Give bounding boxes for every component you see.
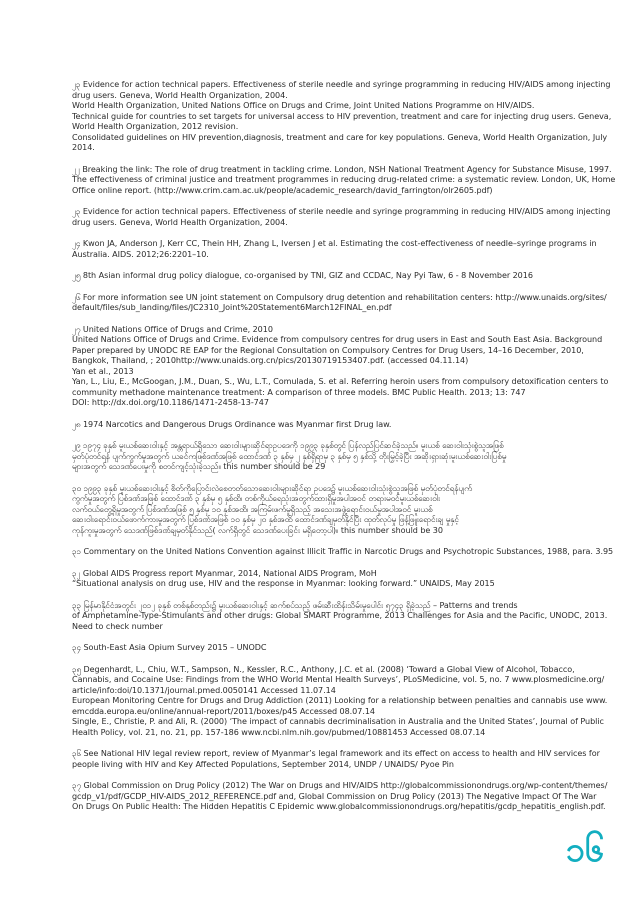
reference-line: Australia. AIDS. 2012;26:2201–10. (72, 249, 209, 259)
reference-line: community methadone maintenance treatment: A comparison of three models. BMC Public Health. 2013; 13: 747 (72, 387, 526, 397)
reference-line: ၃၆ See National HIV legal review report, review of Myanmar’s legal framework and its effect on access to health and HIV services for (72, 749, 600, 758)
reference-entry (72, 292, 607, 314)
reference-line: drug users. Geneva, World Health Organization, 2004. (72, 217, 288, 227)
reference-line: Cannabis, and Cocaine Use: Findings from the WHO World Mental Health Surveys’, PLoSMedicine, vol. 5, no. 7 www.plosmedicine.org/ (72, 675, 605, 684)
reference-entry (72, 420, 592, 431)
reference-line: article/info:doi/10.1371/journal.pmed.0050141 Accessed 11.07.14 (72, 685, 336, 695)
reference-line: မှတ်ပုံတင်ရန် ပျက်ကွက်မှုအတွက် ယခင်ကဖြစ်ဒဏ်အဖြစ် ထောင်ဒဏ် ၃ နှစ်မှ ၂ နှစ်ရှိရာမှ ၃ နှစ်မှ ၅ နှစ်သို့ တိုးမြှင့်ခဲ့ပြီး အဆိုးရှားဆုံးမူးယစ်ဆေးဝါးပြစ်မှု (72, 451, 507, 461)
reference-line: ၃၁ Commentary on the United Nations Convention against Illicit Traffic in Narcotic Drugs and Psychotropic Substances, 1988, para. 3.95 (72, 547, 614, 556)
reference-line: Health Policy, vol. 21, no. 21, pp. 157-186 www.ncbi.nlm.nih.gov/pubmed/10881453 Accessed 08.07.14 (72, 727, 486, 737)
reference-line: ၃၂ Global AIDS Progress report Myanmar, 2014, National AIDS Program, MoH (72, 568, 377, 578)
reference-line: of Amphetamine-Type-Stimulants and other drugs: Global SMART Programme, 2013 Challenges for Asia and the Pacific, UNODC, 2013. (72, 611, 608, 620)
reference-line: World Health Organization, 2012 revision. (72, 122, 239, 131)
reference-line: ၃၄ South-East Asia Opium Survey 2015 – UNODC (72, 643, 267, 652)
reference-line: Single, E., Christie, P. and Ali, R. (2000) ‘The impact of cannabis decriminalisation in Australia and the United States’, Journal of Public (72, 717, 604, 726)
reference-line: ဆေးဝါးရောင်းဝယ်ဖောက်ကားမှုအတွက် ပြစ်ဒဏ်အဖြစ် ၁၀ နှစ်မှ ၂၀ နှစ်အထိ ထောင်ဒဏ်ချမှတ်နိုင်ပြီး ထုတ်လုပ်မှု ဖြန့်ဖြူးရောင်းချ မှုနှင့် (72, 515, 459, 524)
reference-entry (72, 547, 614, 558)
reference-line: ၂၅ 8th Asian informal drug policy dialogue, co-organised by TNI, GIZ and CCDAC, Nay Pyi Taw, 6 - 8 November 2016 (72, 271, 533, 280)
reference-line: “Situational analysis on drug use, HIV and the response in Myanmar: looking forward.” UNAIDS, May 2015 (72, 579, 495, 588)
reference-entry (72, 441, 592, 473)
reference-entry (72, 749, 600, 770)
reference-entry (72, 80, 612, 154)
reference-line: Office online report. (http://www.crim.cam.ac.uk/people/academic_research/david_farrington/olr2605.pdf) (72, 185, 493, 195)
reference-line: လက်ဝယ်တွေ့ရှိမှုအတွက် ပြစ်ဒဏ်အဖြစ် ၅ နှစ်မှ ၁၀ နှစ်အထိ၊ အကြမ်းဖက်မှုရှိသည့် အသေးအဖွဲ့ရောင်းဝယ်မှုအပါအဝင် မူးယစ် (72, 504, 433, 514)
reference-line: Yan, L., Liu, E., McGoogan, J.M., Duan, S., Wu, L.T., Comulada, S. et al. Referring heroin users from compulsory detoxification centers to (72, 377, 609, 386)
page-number: ၁၆ (565, 830, 604, 870)
reference-line: Technical guide for countries to set targets for universal access to HIV prevention, treatment and care for injecting drug users. Geneva, (72, 111, 612, 121)
reference-line: ၂၈ 1974 Narcotics and Dangerous Drugs Ordinance was Myanmar first Drug law. (72, 419, 392, 429)
reference-entry (72, 569, 592, 590)
reference-line: ၂၉ ၁၉၇၄ ခုနှစ် မူးယစ်ဆေးဝါးနှင့် အန္တရာယ်ရှိသော ဆေးဝါးများဆိုင်ရာဥပဒေကို ၁၉၉၃ ခုနှစ်တွင် ပြန်လည်ပြင်ဆင်ခဲ့သည်။ မူးယစ် ဆေးဝါးသုံးစွဲသူအဖြစ် (72, 441, 504, 450)
reference-line: ၃၀ ၁၉၉၃ ခုနှစ် မူးယစ်ဆေးဝါးနှင့် စိတ်ကိုပြောင်းလဲစေတတ်သောဆေးဝါးများဆိုင်ရာ ဥပဒေ၌ မူးယစ်ဆေးဝါးသုံးစွဲသူအဖြစ် မှတ်ပုံတင်ရန်ပျက် (72, 483, 472, 493)
reference-entry (72, 664, 608, 739)
reference-line: ၂၃ Evidence for action technical papers. Effectiveness of sterile needle and syringe programming in reducing HIV/AIDS among injecting (72, 207, 611, 216)
reference-line: gcdp_v1/pdf/GCDP_HIV-AIDS_2012_REFERENCE.pdf and, Global Commission on Drug Policy (2013) The Negative Impact Of The War (72, 791, 597, 801)
reference-line: On Drugs On Public Health: The Hidden Hepatitis C Epidemic www.globalcommissionondrugs.org/hepatitis/gcdp_hepatitis_english.pdf. (72, 802, 606, 811)
reference-line: people living with HIV and Key Affected Populations, September 2014, UNDP / UNAIDS/ Pyoe Pin (72, 759, 454, 769)
reference-line: 2014. (72, 143, 95, 152)
reference-line: ၂၃ Evidence for action technical papers. Effectiveness of sterile needle and syringe programming in reducing HIV/AIDS among injecting (72, 80, 611, 89)
reference-line: ၂၂ Breaking the link: The role of drug treatment in tackling crime. London, NSH National Treatment Agency for Substance Misuse, 1997. (72, 164, 612, 174)
reference-entry (72, 324, 609, 409)
reference-line: ကုန်ကူးမှုအတွက် သေဒဏ်ဖြစ်ဒဏ်ချမှတ်နိုင်သည်( လက်ရှိတွင် သေဒဏ်ပေးခြင်း မရှိတော့ပါ)။ this number should be 30 (72, 525, 443, 535)
reference-entry (72, 164, 616, 197)
reference-line: ၃၃ မြန်မာနိုင်ငံအတွင်း ၂၀၁၂ ခုနှစ် တစ်နှစ်တည်း၌ မူးယစ်ဆေးဝါးနှင့် ဆက်စပ်သည့် ဖမ်းဆီးထိန်းသိမ်းမှုပေါင်း ၅၇၄၃ ရှိခဲ့သည် – Patterns and trends (72, 600, 518, 610)
reference-line: United Nations Office of Drugs and Crime. Evidence from compulsory centres for drug users in East and South East Asia. Background (72, 335, 603, 344)
reference-entry (72, 643, 592, 654)
reference-entry (72, 207, 611, 228)
reference-line: Bangkok, Thailand, ; 2010http://www.unaids.org.cn/pics/20130719153407.pdf. (accessed 04.11.14) (72, 356, 469, 365)
reference-line: World Health Organization, United Nations Office on Drugs and Crime, Joint United Nations Programme on HIV/AIDS. (72, 101, 535, 110)
reference-line: ၃၇ Global Commission on Drug Policy (2012) The War on Drugs and HIV/AIDS http://globalcommissionondrugs.org/wp-content/themes/ (72, 781, 608, 790)
reference-line: ကွက်မှုအတွက် ပြစ်ဒဏ်အဖြစ် ထောင်ဒဏ် ၃ နှစ်မှ ၅ နှစ်ထိ၊ တစ်ကိုယ်ရေသုံးအတွက်ထားရှိမှုအပါအဝင် တရားမဝင်မူးယစ်ဆေးဝါး (72, 494, 441, 503)
reference-line: drug users. Geneva, World Health Organization, 2004. (72, 90, 288, 100)
reference-line: DOI: http://dx.doi.org/10.1186/1471-2458-13-747 (72, 398, 269, 407)
reference-line: The effectiveness of criminal justice and treatment programmes in reducing drug-related crime: a systematic review. London, UK, Home (72, 175, 616, 184)
reference-line: default/files/sub_landing/files/JC2310_Joint%20Statement6March12FINAL_en.pdf (72, 303, 392, 312)
reference-entry (72, 484, 592, 537)
reference-line: ၂၇ United Nations Office of Drugs and Crime, 2010 (72, 324, 273, 334)
reference-line: Paper prepared by UNODC RE EAP for the Regional Consultation on Compulsory Centres for Drug Users, 14–16 December, 2010, (72, 345, 584, 355)
reference-entry (72, 239, 597, 260)
reference-line: ၂၆ For more information see UN joint statement on Compulsory drug detention and rehabilitation centers: http://www.unaids.org/sites/ (72, 292, 607, 302)
reference-line: ၃၅ Degenhardt, L., Chiu, W.T., Sampson, N., Kessler, R.C., Anthony, J.C. et al. (2008) ‘Toward a Global View of Alcohol, Tobacco, (72, 664, 575, 674)
reference-line: များအတွက် သေဒဏ်ပေးမှုကို စတင်ကျင့်သုံးခဲ့သည်။ this number should be 29 (72, 462, 326, 471)
reference-line: Yan et al., 2013 (72, 366, 134, 376)
reference-line: ၂၄ Kwon JA, Anderson J, Kerr CC, Thein HH, Zhang L, Iversen J et al. Estimating the cost-effectiveness of needle–syringe programs in (72, 239, 597, 248)
reference-entry (72, 271, 592, 282)
reference-line: European Monitoring Centre for Drugs and Drug Addiction (2011) Looking for a relationship between penalties and cannabis use www. (72, 696, 608, 705)
reference-line: Consolidated guidelines on HIV prevention,diagnosis, treatment and care for key populations. Geneva, World Health Organization, July (72, 132, 608, 142)
reference-entry (72, 600, 608, 633)
reference-line: emcdda.europa.eu/online/annual-report/2011/boxes/p45 Accessed 08.07.14 (72, 706, 375, 716)
reference-entry (72, 781, 608, 813)
reference-line: Need to check number (72, 621, 163, 631)
references-list (72, 80, 616, 824)
